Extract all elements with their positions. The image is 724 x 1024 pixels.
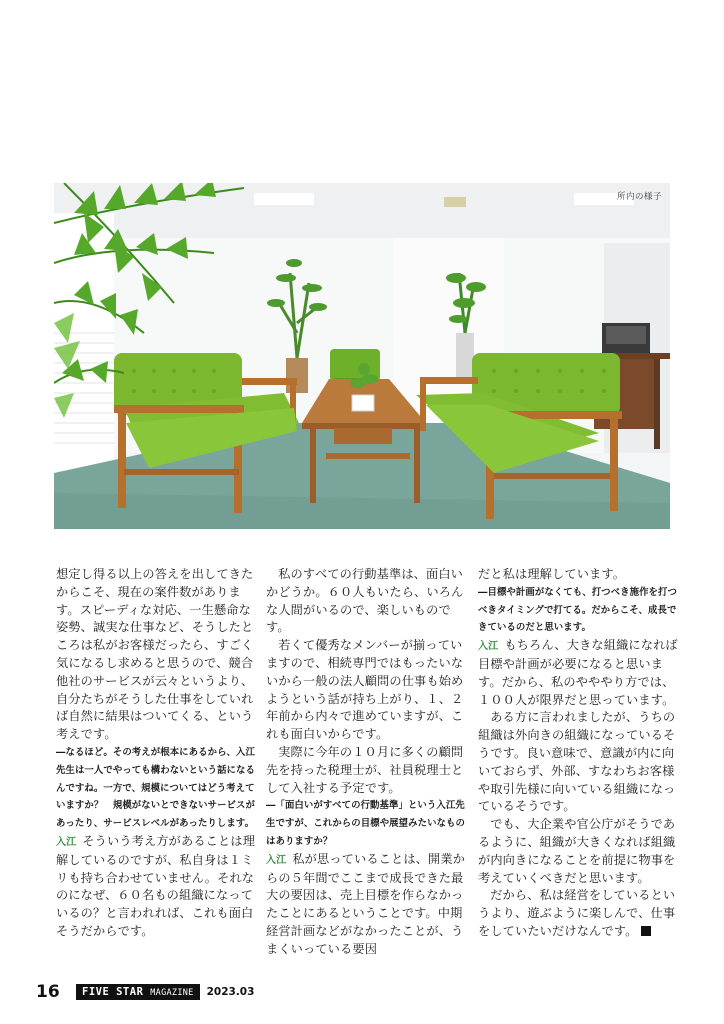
interviewer-question xyxy=(266,797,466,850)
page-number: 16 xyxy=(36,982,60,1002)
paragraph-text: 私が思っていることは、開業からの５年間でここまで成長できた最大の要因は、売上目標を作らなかったことにあるということです。中期経営計画などがなかったことが、うまくいっている要因 xyxy=(266,851,466,956)
end-mark-icon xyxy=(641,926,651,936)
speaker-label: 入江 xyxy=(478,641,499,653)
body-paragraph xyxy=(478,709,678,816)
speaker-label: 入江 xyxy=(266,854,287,866)
body-paragraph xyxy=(266,637,466,744)
paragraph-text: 若くて優秀なメンバーが揃っていますので、相続専門ではもったいないから一般の法人顧問の仕事も始めようという話が持ち上がり、１、２年前から内々で進めていますが、これも面白いからです。 xyxy=(266,638,464,742)
paragraph-text: 実際に今年の１０月に多くの顧問先を持った税理士が、社員税理士として入社する予定です。 xyxy=(266,744,464,795)
text-column-1 xyxy=(56,566,256,941)
answer-paragraph xyxy=(56,833,256,941)
paragraph-text: そういう考え方があることは理解しているのですが、私自身は１ミリも持ち合わせていません。それなのになぜ、６０名もの組織になっているの？と言われれば、これも面白そうだからです。 xyxy=(56,833,256,938)
office-photo xyxy=(54,183,670,529)
paragraph-text: だと私は理解しています。 xyxy=(478,567,626,581)
magazine-name: FIVE STAR xyxy=(82,986,144,998)
paragraph-text: 想定し得る以上の答えを出してきたからこそ、現在の案件数があります。スピーディな対応、一生懸命な姿勢、誠実な仕事など、そうしたところは私がお客様だったら、すごく気になるし求めると思うので、競合他社のサービスが云々というより、自分たちがそうした仕事をしていれば自然に結果はついてくる、という考えです。 xyxy=(56,567,254,742)
paragraph-text: 私のすべての行動基準は、面白いかどうか。６０人もいたら、いろんな人間がいるので、楽しいものです。 xyxy=(266,567,464,635)
paragraph-text: ―なるほど。その考えが根本にあるから、入江先生は一人でやっても構わないという話になるんですね。一方で、規模についてはどう考えていますか？ 規模がないとできないサービスがあったり、サービスレベルがあったりします。 xyxy=(56,746,255,830)
body-paragraph xyxy=(478,887,678,940)
paragraph-text: ―目標や計画がなくても、打つべき施作を打つべきタイミングで打てる。だからこそ、成長できているのだと思います。 xyxy=(478,586,677,634)
text-column-3 xyxy=(478,566,678,941)
magazine-logo xyxy=(76,984,200,1000)
body-paragraph xyxy=(478,566,678,584)
office-photo-illustration xyxy=(54,183,670,529)
body-paragraph xyxy=(266,744,466,797)
paragraph-text: だから、私は経営をしているというより、遊ぶように楽しんで、仕事をしていたいだけなんです。 xyxy=(478,888,676,938)
answer-paragraph xyxy=(478,637,678,709)
body-paragraph xyxy=(478,816,678,887)
paragraph-text: もちろん、大きな組織になれば目標や計画が必要になると思います。だから、私のやややり方では、１００人が限界だと思っています。 xyxy=(478,638,678,707)
paragraph-text: ―「面白いがすべての行動基準」という入江先生ですが、これからの目標や展望みたいなものはありますか？ xyxy=(266,800,465,847)
body-paragraph xyxy=(266,566,466,637)
speaker-label: 入江 xyxy=(56,836,77,848)
interviewer-question xyxy=(478,584,678,637)
magazine-name-sub: MAGAZINE xyxy=(150,988,194,998)
interviewer-question xyxy=(56,744,256,833)
paragraph-text: でも、大企業や官公庁がそうであるように、組織が大きくなれば組織が内向きになることを前提に物事を考えていくべきだと思います。 xyxy=(478,817,676,885)
photo-caption: 所内の様子 xyxy=(616,192,662,202)
paragraph-text: ある方に言われましたが、うちの組織は外向きの組織になっているそうです。良い意味で、意識が内に向いておらず、外部、すなわちお客様や取引先様に向いている組織になっているそうです。 xyxy=(478,710,676,814)
issue-date: 2023.03 xyxy=(206,986,255,998)
answer-paragraph xyxy=(266,851,466,959)
page-footer xyxy=(36,981,254,1003)
body-paragraph xyxy=(56,566,256,744)
text-column-2 xyxy=(266,566,466,959)
